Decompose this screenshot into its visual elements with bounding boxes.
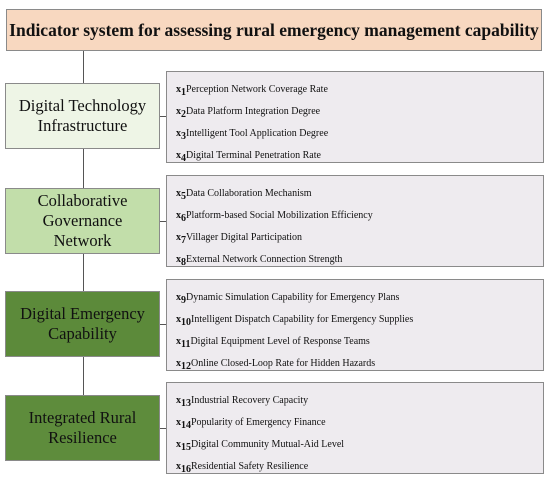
indicator-item <box>176 457 543 479</box>
indicator-label: Residential Safety Resilience <box>191 461 309 472</box>
indicator-label: Villager Digital Participation <box>186 232 303 243</box>
indicator-label: Platform-based Social Mobilization Efficiency <box>186 210 373 221</box>
indicator-list-group-2 <box>166 175 544 267</box>
indicator-code: $x_{10}$ <box>176 314 191 328</box>
indicator-item <box>176 228 543 250</box>
indicator-item <box>176 146 543 168</box>
indicator-list-group-3 <box>166 279 544 371</box>
indicator-item <box>176 354 543 376</box>
indicator-code: $x_4$ <box>176 150 186 164</box>
indicator-list-group-1 <box>166 71 544 163</box>
indicator-item <box>176 413 543 435</box>
indicator-code: $x_{16}$ <box>176 461 191 475</box>
indicator-code: $x_{13}$ <box>176 395 191 409</box>
indicator-label: Intelligent Tool Application Degree <box>186 128 329 139</box>
indicator-item <box>176 102 543 124</box>
indicator-code: $x_1$ <box>176 84 186 98</box>
indicator-code: $x_6$ <box>176 210 186 224</box>
indicator-item <box>176 435 543 457</box>
indicator-label: Popularity of Emergency Finance <box>191 417 326 428</box>
indicator-label: Data Platform Integration Degree <box>186 106 321 117</box>
indicator-label: Dynamic Simulation Capability for Emergency Plans <box>186 292 400 303</box>
indicator-label: Digital Terminal Penetration Rate <box>186 150 321 161</box>
indicator-item <box>176 250 543 272</box>
indicator-label: Digital Community Mutual-Aid Level <box>191 439 345 450</box>
indicator-code: $x_7$ <box>176 232 186 246</box>
indicator-item <box>176 288 543 310</box>
indicator-code: $x_{14}$ <box>176 417 191 431</box>
indicator-item <box>176 332 543 354</box>
indicator-code: $x_2$ <box>176 106 186 120</box>
indicator-item <box>176 124 543 146</box>
indicator-label: Perception Network Coverage Rate <box>186 84 328 95</box>
indicator-code: $x_{15}$ <box>176 439 191 453</box>
indicator-item <box>176 80 543 102</box>
indicator-code: $x_{12}$ <box>176 358 191 372</box>
category-collaborative-governance-network: Collaborative Governance Network <box>5 188 160 254</box>
indicator-label: Data Collaboration Mechanism <box>186 188 312 199</box>
indicator-label: Intelligent Dispatch Capability for Emergency Supplies <box>191 314 414 325</box>
indicator-item <box>176 310 543 332</box>
indicator-code: $x_3$ <box>176 128 186 142</box>
indicator-label: External Network Connection Strength <box>186 254 343 265</box>
indicator-label: Online Closed-Loop Rate for Hidden Hazards <box>191 358 376 369</box>
indicator-label: Digital Equipment Level of Response Teams <box>190 336 370 347</box>
indicator-code: $x_9$ <box>176 292 186 306</box>
category-integrated-rural-resilience: Integrated Rural Resilience <box>5 395 160 461</box>
indicator-item <box>176 391 543 413</box>
indicator-label: Industrial Recovery Capacity <box>191 395 309 406</box>
category-digital-emergency-capability: Digital Emergency Capability <box>5 291 160 357</box>
indicator-code: $x_{11}$ <box>176 336 191 350</box>
indicator-item <box>176 184 543 206</box>
indicator-code: $x_8$ <box>176 254 186 268</box>
indicator-code: $x_5$ <box>176 188 186 202</box>
category-digital-technology-infrastructure: Digital Technology Infrastructure <box>5 83 160 149</box>
indicator-list-group-4 <box>166 382 544 474</box>
indicator-item <box>176 206 543 228</box>
diagram-title: Indicator system for assessing rural emergency management capability <box>6 9 542 51</box>
